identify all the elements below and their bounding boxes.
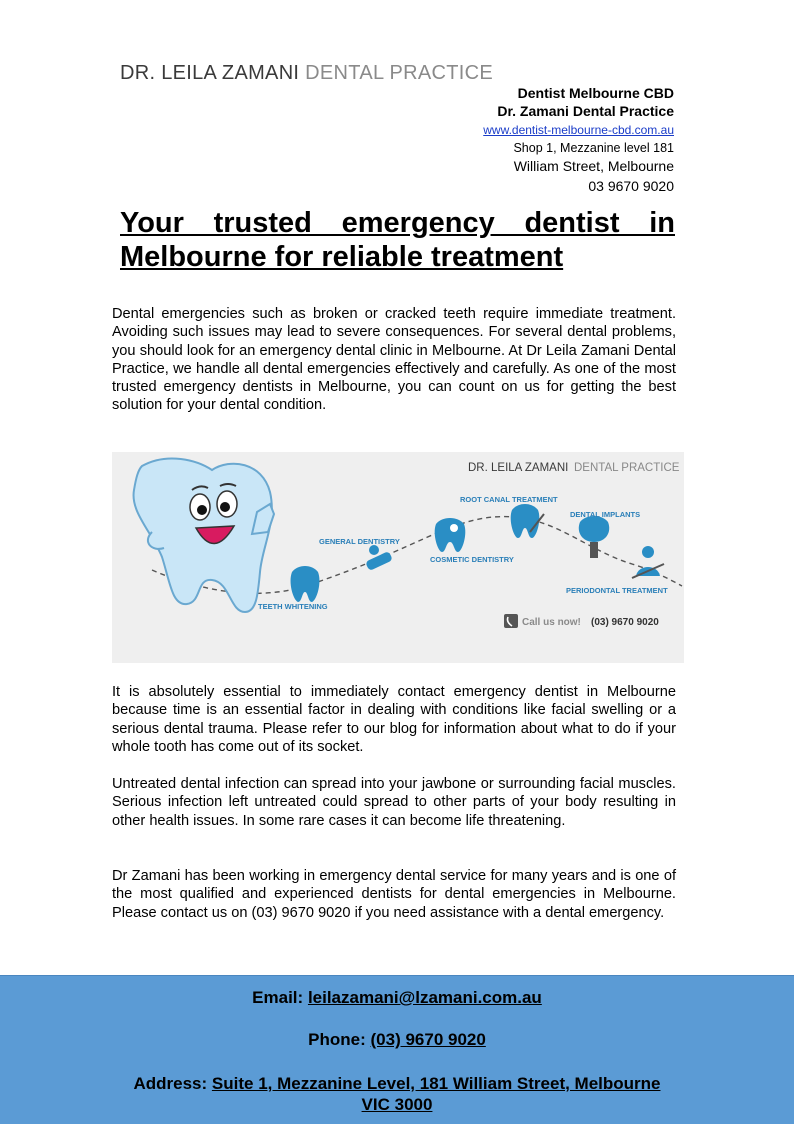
paragraph-4: Dr Zamani has been working in emergency dental service for many years and is one of the most qualified and experienced dentists for dental emergencies in Melbourne. Please contact us on (03) 9670 9020 if you need assistance with a dental emergency. xyxy=(112,868,676,921)
phone-label: Phone: xyxy=(308,1030,366,1049)
paragraph-1: Dental emergencies such as broken or cracked teeth require immediate treatment. Avoiding such issues may lead to severe consequences. For several dental problems, you should look for an emergency dental clinic in Melbourne. At Dr Leila Zamani Dental Practice, we handle all dental emergencies effectively and carefully. As one of the most trusted emergency dentists in Melbourne, you can count on us for getting the best solution for your dental condition. xyxy=(112,306,676,414)
email-label: Email: xyxy=(252,988,304,1007)
address-link-line-1[interactable]: Suite 1, Mezzanine Level, 181 William Street, Melbourne xyxy=(211,1074,661,1093)
label-root-canal: ROOT CANAL TREATMENT xyxy=(460,495,558,504)
cosmetic-dentistry-icon xyxy=(435,518,466,552)
general-dentistry-icon xyxy=(365,545,393,571)
footer-address-line xyxy=(0,1073,794,1115)
dental-implants-icon xyxy=(579,516,609,558)
contact-phone: 03 9670 9020 xyxy=(588,178,674,194)
banner-call-number: (03) 9670 9020 xyxy=(591,617,659,628)
email-link[interactable]: leilazamani@lzamani.com.au xyxy=(307,988,542,1007)
address-label: Address: xyxy=(133,1074,208,1093)
contact-line-1: Dentist Melbourne CBD xyxy=(517,85,674,101)
paragraph-2: It is absolutely essential to immediately contact emergency dentist in Melbourne because time is an essential factor in dealing with conditions like facial swelling or a serious dental trauma. Please refer to our blog for information about what to do if your whole tooth has come out of its socket. xyxy=(112,684,676,755)
banner-logo-name: DR. LEILA ZAMANI xyxy=(468,462,569,474)
contact-footer xyxy=(0,975,794,1124)
phone-link[interactable]: (03) 9670 9020 xyxy=(370,1030,486,1049)
services-banner xyxy=(112,452,684,663)
logo-practice: DENTAL PRACTICE xyxy=(305,62,494,84)
contact-address-2: William Street, Melbourne xyxy=(513,158,674,174)
tooth-mascot-icon xyxy=(134,458,274,612)
footer-email-line xyxy=(0,988,794,1008)
header-contact xyxy=(483,84,674,195)
label-teeth-whitening: TEETH WHITENING xyxy=(258,602,328,611)
banner-call-label: Call us now! xyxy=(522,617,581,628)
paragraph-3: Untreated dental infection can spread into your jawbone or surrounding facial muscles. Serious infection left untreated could spread to other parts of your body resulting in other health issues. In some rare cases it can become life threatening. xyxy=(112,776,676,829)
website-link[interactable]: www.dentist-melbourne-cbd.com.au xyxy=(483,123,674,137)
phone-icon xyxy=(504,614,518,628)
footer-phone-line xyxy=(0,1030,794,1050)
periodontal-icon xyxy=(632,546,664,578)
services-banner-graphic xyxy=(112,452,684,663)
contact-address-1: Shop 1, Mezzanine level 181 xyxy=(513,141,674,155)
address-link-line-2[interactable]: VIC 3000 xyxy=(361,1095,433,1114)
label-dental-implants: DENTAL IMPLANTS xyxy=(570,510,641,519)
label-periodontal: PERIODONTAL TREATMENT xyxy=(566,586,668,595)
teeth-whitening-icon xyxy=(291,566,320,602)
practice-logo xyxy=(120,62,493,85)
page-title: Your trusted emergency dentist in Melbourne for reliable treatment xyxy=(120,207,675,273)
logo-name: DR. LEILA ZAMANI xyxy=(120,62,300,84)
contact-line-2: Dr. Zamani Dental Practice xyxy=(497,103,674,119)
label-cosmetic-dentistry: COSMETIC DENTISTRY xyxy=(430,555,514,564)
label-general-dentistry: GENERAL DENTISTRY xyxy=(319,537,400,546)
root-canal-icon xyxy=(511,504,544,538)
banner-logo-practice: DENTAL PRACTICE xyxy=(574,462,680,474)
